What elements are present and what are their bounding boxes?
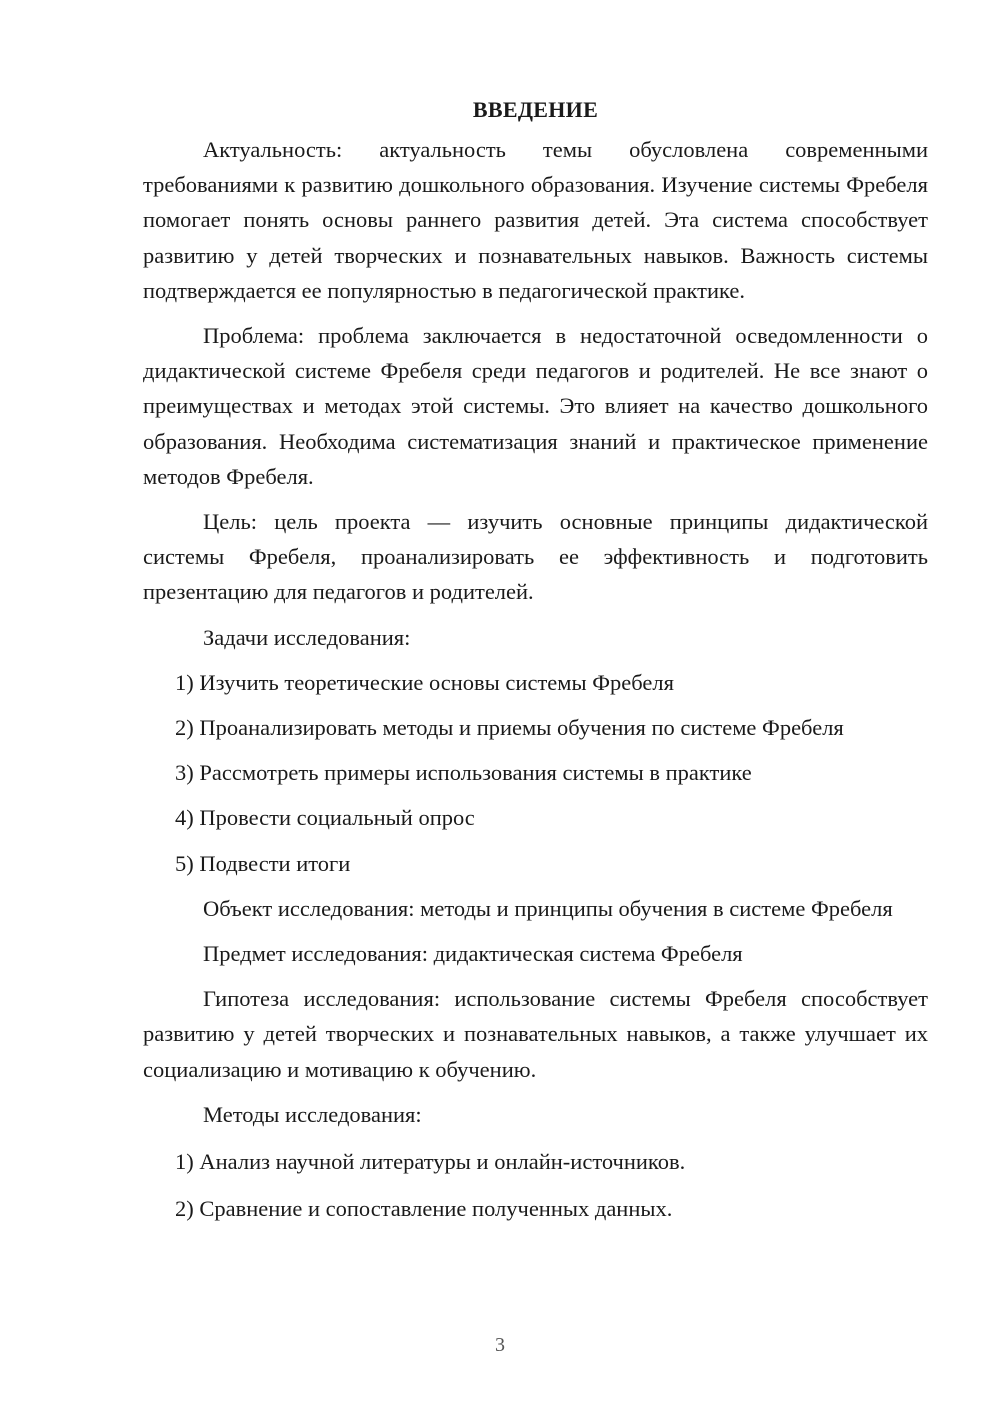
list-item: 4) Провести социальный опрос <box>175 805 475 831</box>
hypothesis-paragraph: Гипотеза исследования: использование системы Фребеля способствует развитию у детей творческих и познавательных навыков, а также улучшает их социализацию и мотивацию к обучению. <box>143 986 928 1082</box>
relevance-paragraph: Актуальность: актуальность темы обусловлена современными требованиями к развитию дошкольного образования. Изучение системы Фребеля помогает понять основы раннего развития детей. Эта система способствует развитию у детей творческих и познавательных навыков. Важность системы подтверждается ее популярностью в педагогической практике. <box>143 137 928 303</box>
list-item: 1) Анализ научной литературы и онлайн-источников. <box>175 1149 686 1175</box>
list-item: 1) Изучить теоретические основы системы Фребеля <box>175 669 674 695</box>
subject-paragraph: Предмет исследования: дидактическая система Фребеля <box>203 941 743 967</box>
problem-paragraph: Проблема: проблема заключается в недостаточной осведомленности о дидактической системе Фребеля среди педагогов и родителей. Не все знают о преимуществах и методах этой системы. Это влияет на качество дошкольного образования. Необходима систематизация знаний и практическое применение методов Фребеля. <box>143 323 928 489</box>
methods-heading: Методы исследования: <box>203 1101 422 1127</box>
page-title: ВВЕДЕНИЕ <box>472 97 599 122</box>
list-item: 2) Сравнение и сопоставление полученных данных. <box>175 1196 673 1222</box>
document-page <box>143 92 928 1226</box>
page-number: 3 <box>495 1334 505 1356</box>
methods-list <box>143 1144 928 1226</box>
tasks-list <box>143 665 928 881</box>
tasks-heading: Задачи исследования: <box>203 624 411 650</box>
object-paragraph: Объект исследования: методы и принципы обучения в системе Фребеля <box>203 895 893 921</box>
list-item: 3) Рассмотреть примеры использования системы в практике <box>175 760 752 786</box>
list-item: 2) Проанализировать методы и приемы обучения по системе Фребеля <box>175 715 844 741</box>
goal-paragraph: Цель: цель проекта — изучить основные принципы дидактической системы Фребеля, проанализировать ее эффективность и подготовить презентацию для педагогов и родителей. <box>143 509 928 605</box>
list-item: 5) Подвести итоги <box>175 850 351 876</box>
